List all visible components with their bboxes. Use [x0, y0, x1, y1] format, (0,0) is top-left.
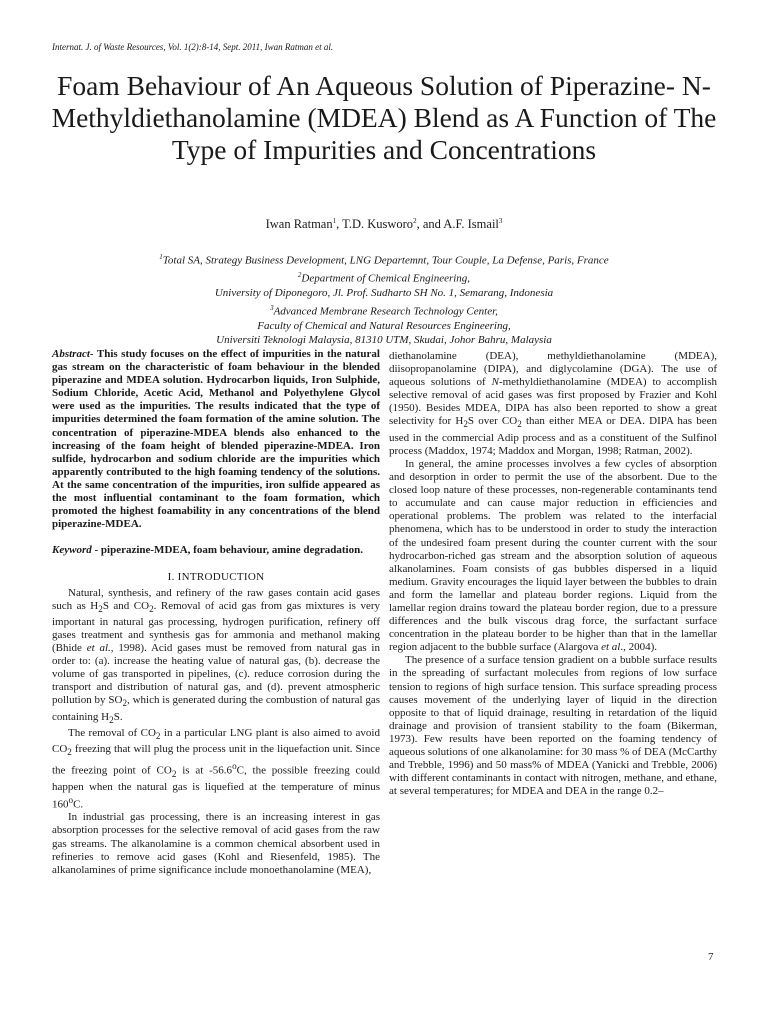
affiliation-text: Advanced Membrane Research Technology Center,: [273, 305, 498, 318]
paper-title: Foam Behaviour of An Aqueous Solution of Piperazine- N-Methyldiethanolamine (MDEA) Blend as A Function of The Type of Impurities and Concentrations: [51, 70, 717, 165]
abstract-text: This study focuses on the effect of impurities in the natural gas stream on the characteristic of foam behaviour in the blended piperazine and MDEA solution. Hydrocarbon liquids, Iron Sulphide, Sodium Chloride, Acetic Acid, Methanol and Polyethylene Glycol were used as the impurities. The results indicated that the type of impurities determined the foam formation of the amine solution. The concentration of piperazine-MDEA blends also enhanced to the increasing of the foam height of blended piperazine-MDEA. Iron sulfide, hydrocarbon and sodium chloride are the impurities which apparently contributed to the high foaming tendency of the solutions. At the same concentration of the impurities, iron sulfide appeared as the most influential contaminant to the foam formation, which promoted the highest foamability in any concentrations of the blend piperazine-MDEA.: [52, 348, 380, 531]
affiliation-line: [0, 301, 768, 319]
abstract-label: Abstract-: [52, 348, 94, 360]
paragraph: The removal of $CO_2$ in a particular LNG plant is also aimed to avoid $CO_2$ freezing that will plug the process unit in the liquefaction unit. Since the freezing point of $CO_2$ is at -56.6$^o$C, the possible freezing could happen when the natural gas is liquefied at the temperature of minus 160$^o$C.: [52, 727, 380, 811]
paragraph: Natural, synthesis, and refinery of the raw gases contain acid gases such as $H_2S$ and $CO_2$. Removal of acid gas from gas mixtures is very important in natural gas processing, hydrogen purification, refinery off gases treatment and synthesis gas for ammonia and methanol making (Bhide et al., 1998). Acid gases must be removed from natural gas in order to: (a). increase the heating value of natural gas, (b). decrease the volume of gas transported in pipelines, (c). reduce corrosion during the transport and distribution of natural gas, and (d). prevent atmospheric pollution by $SO_2$, which is generated during the combustion of natural gas containing $H_2S$.: [52, 586, 380, 725]
paragraph: The presence of a surface tension gradient on a bubble surface results in the spreading of surfactant molecules from regions of low surface tension to regions of high surface tension. This surface spreading process causes movement of the underlying layer of liquid in the direction opposite to that of liquid drainage, resulting in retardation of the liquid drainage and provision of transient stability to the foam (Bikerman, 1973). Few results have been reported on the foaming tendency of aqueous solutions of one alkanolamine: for 30 mass % of DEA (McCarthy and Trebble, 1996) and 50 mass% of MDEA (Yanicki and Trebble, 2006) with different contaminants in contact with nitrogen, methane, and ethane, at several temperatures; for MDEA and DEA in the range 0.2–: [389, 654, 717, 798]
paragraph: In general, the amine processes involves a few cycles of absorption and desorption in order to permit the use of the absorbent. Due to the closed loop nature of these processes, non-regenerable contaminants tend to accumulate and can cause major reduction in efficiencies and operational problems. The problem was related to the interfacial phenomena, which has to be understood in order to study the interaction of the undesired foam present during the counter current with the sour hydrocarbon-riched gas stream and the absorption solution of aqueous alkanolamines. Foam consists of gas bubbles dispersed in a liquid medium. Gravity encourages the liquid layer between the bubbles to drain and form the lamellar and plateau border regions. Liquid from the lamellar region drains toward the plateau border region, due to a pressure differences and the bulk viscous drag force, the surfactant surface concentration in the plateau border to be higher than that in the lamellar region adjacent to the bubble surface (Alargova et al., 2004).: [389, 457, 717, 654]
affiliation-line: Faculty of Chemical and Natural Resources Engineering,: [257, 319, 511, 332]
affiliation-mark: 3: [270, 303, 274, 312]
page-number: 7: [708, 951, 714, 963]
affiliation-mark: 1: [159, 253, 163, 261]
author-name: Iwan Ratman: [265, 217, 333, 232]
journal-citation-header: Internat. J. of Waste Resources, Vol. 1(2):8-14, Sept. 2011, Iwan Ratman et al.: [52, 42, 334, 52]
left-column: [52, 348, 380, 877]
author-affiliation-mark: 2: [413, 217, 417, 225]
affiliation-line: Universiti Teknologi Malaysia, 81310 UTM, Skudai, Johor Bahru, Malaysia: [216, 334, 552, 346]
affiliation-line: University of Diponegoro, Jl. Prof. Sudharto SH No. 1, Semarang, Indonesia: [214, 287, 554, 300]
affiliation-text: Total SA, Strategy Business Development, LNG Departemnt, Tour Couple, La Defense, Paris, France: [162, 254, 609, 267]
author-list: [0, 217, 768, 232]
author-affiliation-mark: 1: [332, 217, 337, 225]
keywords-label: Keyword: [52, 544, 92, 557]
abstract: [52, 348, 380, 531]
author-name: , and A.F. Ismail: [416, 217, 499, 232]
affiliation-line: [0, 268, 768, 286]
right-column: [389, 350, 717, 798]
author-name: , T.D. Kusworo: [336, 217, 414, 232]
keywords-text: - piperazine-MDEA, foam behaviour, amine degradation.: [91, 544, 363, 557]
paragraph: In industrial gas processing, there is an increasing interest in gas absorption processes for the selective removal of acid gases from the raw gas streams. The alkanolamine is a common chemical absorbent used in refineries to remove acid gases (Kohl and Riesenfeld, 1985). The alkanolamines of prime significance include monoethanolamine (MEA),: [52, 811, 380, 876]
affiliation-line: [0, 250, 768, 268]
affiliations: [0, 250, 768, 347]
paragraph: diethanolamine (DEA), methyldiethanolamine (MDEA), diisopropanolamine (DIPA), and diglycolamine (DGA). The use of aqueous solutions of N-methyldiethanolamine (MDEA) to accomplish selective removal of acid gases was first proposed by Frazier and Kohl (1950). Besides MDEA, DIPA has also been reported to show a great selectivity for $H_2S$ over $CO_2$ than either MEA or DEA. DIPA has been used in the commercial Adip process and as a constituent of the Sulfinol process (Maddox, 1974; Maddox and Morgan, 1998; Ratman, 2002).: [389, 350, 717, 457]
keywords: [52, 544, 380, 557]
author-affiliation-mark: 3: [498, 217, 503, 225]
affiliation-mark: 2: [297, 271, 302, 280]
affiliation-text: Department of Chemical Engineering,: [301, 272, 471, 285]
section-heading-introduction: I. INTRODUCTION: [167, 571, 265, 584]
